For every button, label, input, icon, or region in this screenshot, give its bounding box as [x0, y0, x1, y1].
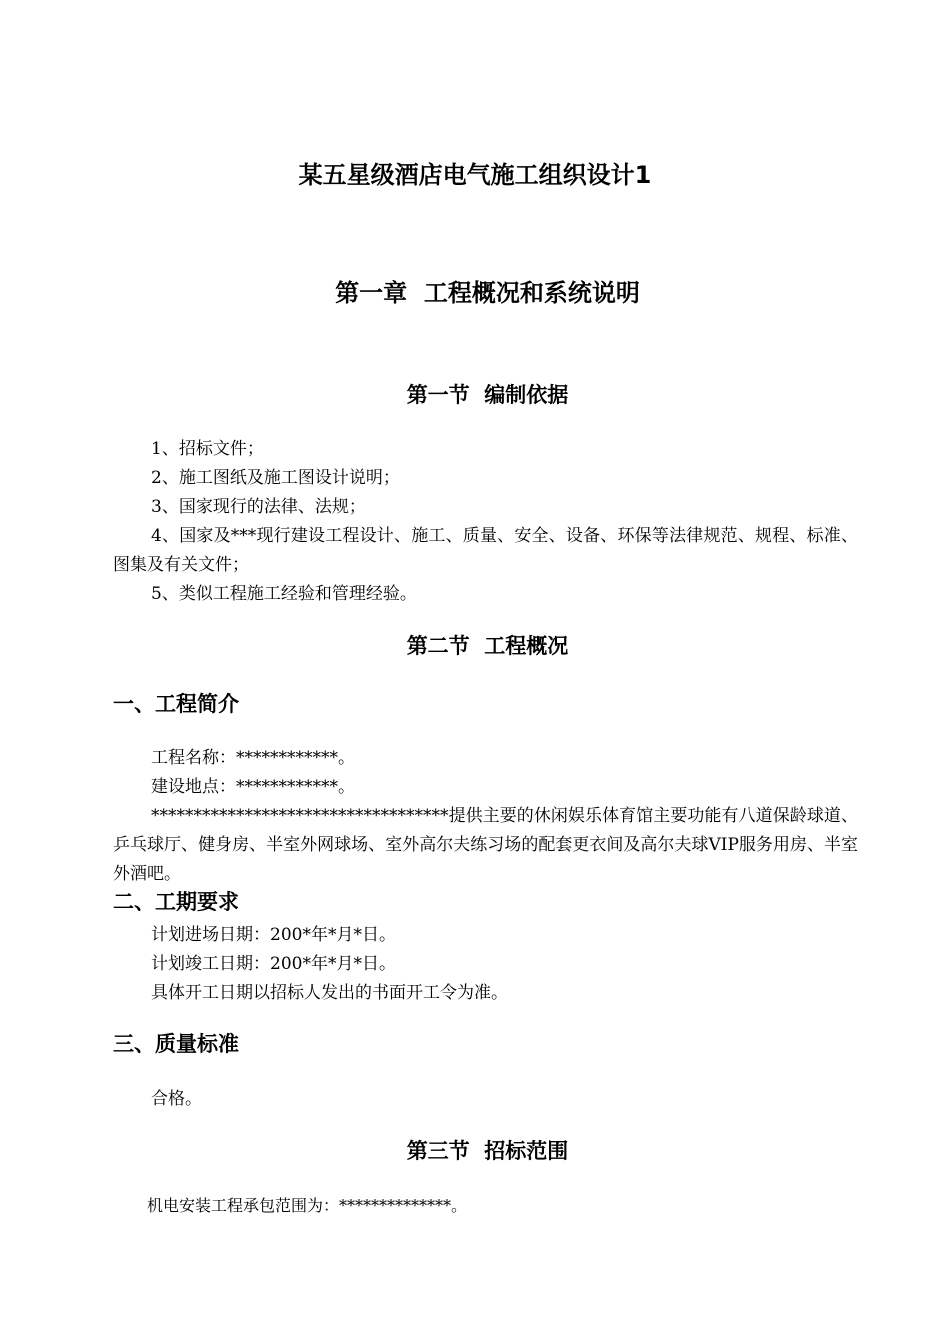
project-location-line: 建设地点：************。 [151, 777, 355, 797]
list-item: 4、国家及***现行建设工程设计、施工、质量、安全、设备、环保等法律规范、规程、标准、图集及有关文件； [113, 526, 858, 575]
section-title-overview: 第二节 工程概况 [406, 634, 569, 658]
list-item: 2、施工图纸及施工图设计说明； [151, 468, 400, 488]
sub-heading-quality: 三、质量标准 [113, 1032, 239, 1056]
list-item: 1、招标文件； [151, 439, 264, 459]
section-title-scope: 第三节 招标范围 [406, 1139, 569, 1163]
document-title: 某五星级酒店电气施工组织设计1 [298, 161, 652, 189]
list-item: 3、国家现行的法律、法规； [151, 497, 366, 517]
planned-entry-date: 计划进场日期：200*年*月*日。 [151, 925, 396, 945]
sub-heading-schedule: 二、工期要求 [113, 890, 239, 914]
chapter-title: 第一章 工程概况和系统说明 [335, 279, 640, 307]
scope-line: 机电安装工程承包范围为：**************。 [147, 1196, 468, 1215]
section-title-basis: 第一节 编制依据 [406, 383, 569, 407]
planned-completion-date: 计划竣工日期：200*年*月*日。 [151, 954, 396, 974]
list-item: 5、类似工程施工经验和管理经验。 [151, 584, 417, 604]
project-name-line: 工程名称：************。 [151, 748, 355, 768]
project-description: ***********************************提供主要的休闲娱乐体育馆主要功能有八道保龄球道、乒乓球厅、健身房、半室外网球场、室外高尔夫练习场的配套更衣间及高尔夫球VIP服务用房、半室外酒吧。 [113, 806, 858, 884]
start-date-note: 具体开工日期以招标人发出的书面开工令为准。 [151, 983, 508, 1003]
quality-standard: 合格。 [151, 1089, 202, 1109]
sub-heading-intro: 一、工程简介 [113, 692, 239, 716]
